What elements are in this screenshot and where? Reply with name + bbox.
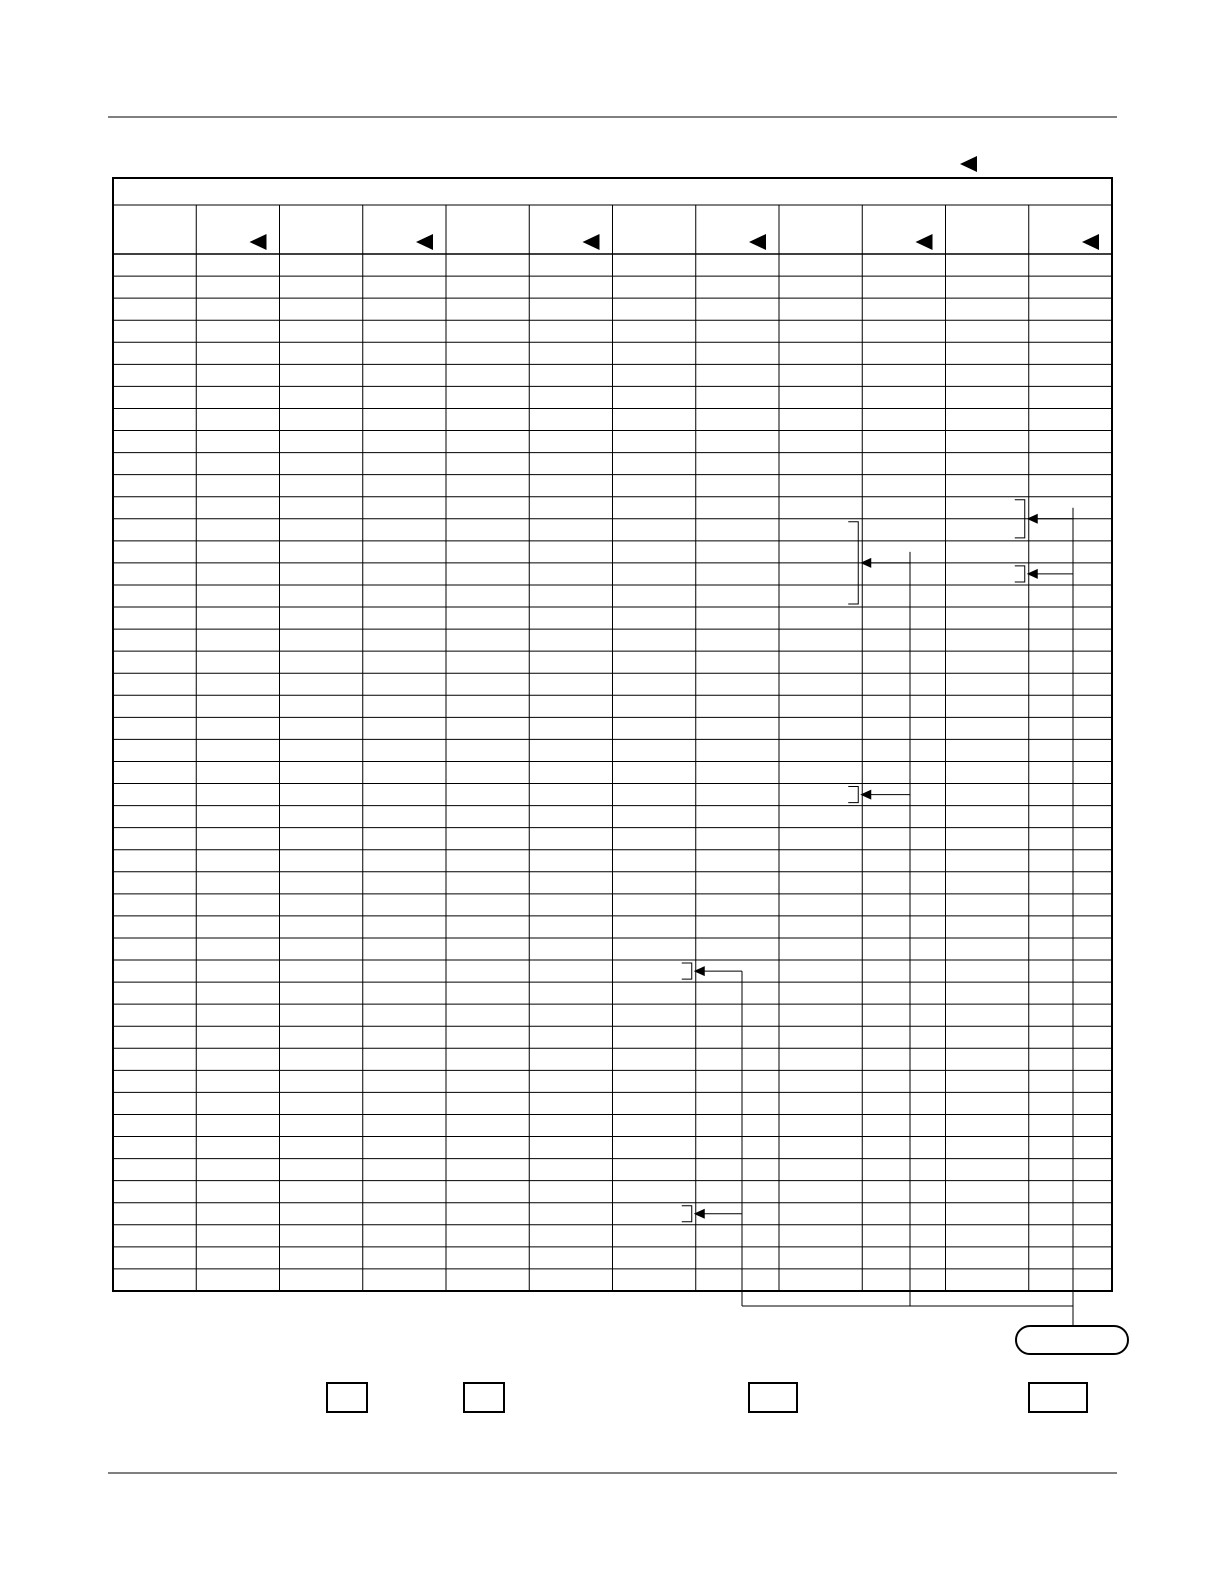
header-marker-icon [583, 234, 600, 250]
bottom-box-3 [749, 1383, 797, 1412]
header-marker-icon [250, 234, 267, 250]
data-table [113, 178, 1112, 1291]
bracket-icon [1015, 566, 1025, 582]
header-marker-icon [1082, 234, 1099, 250]
legend-triangle-icon [960, 156, 977, 172]
callout-connectors [682, 500, 1073, 1326]
header-marker-icon [749, 234, 766, 250]
bottom-box-2 [464, 1383, 504, 1412]
header-marker-icon [416, 234, 433, 250]
bottom-box-1 [327, 1383, 367, 1412]
bracket-icon [682, 1206, 692, 1222]
bottom-box-4 [1029, 1383, 1087, 1412]
bracket-icon [848, 787, 858, 803]
bracket-icon [682, 963, 692, 979]
header-marker-icon [916, 234, 933, 250]
summary-pill [1016, 1326, 1128, 1354]
